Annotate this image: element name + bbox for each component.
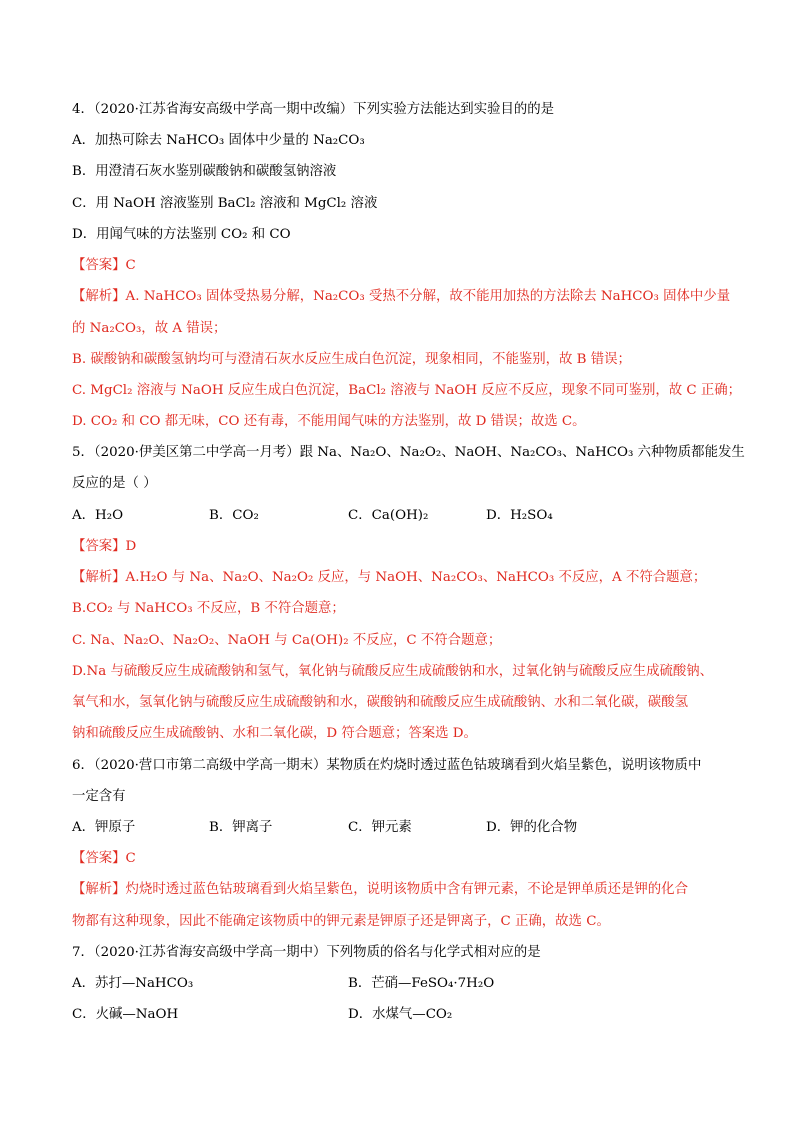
q4-answer: 【答案】C [72,258,136,273]
q4-analysis-line: D. CO₂ 和 CO 都无味，CO 还有毒，不能用闻气味的方法鉴别，故 D 错误；故选 C。 [72,414,586,429]
q7-option-b: B．芒硝—FeSO₄·7H₂O [348,976,495,991]
q5-analysis-line: 氧气和水，氢氧化钠与硫酸反应生成硫酸钠和水，碳酸钠和硫酸反应生成硫酸钠、水和二氧化碳，碳酸氢 [72,695,688,710]
q6-answer: 【答案】C [72,851,136,866]
q6-stem-line: 一定含有 [72,789,126,804]
q5-analysis-line: 钠和硫酸反应生成硫酸钠、水和二氧化碳，D 符合题意；答案选 D。 [72,726,477,741]
q7-stem: 7．（2020·江苏省海安高级中学高一期中）下列物质的俗名与化学式相对应的是 [72,945,541,960]
q4-option-b: B．用澄清石灰水鉴别碳酸钠和碳酸氢钠溶液 [72,164,337,179]
q5-stem-line: 反应的是（ ） [72,476,157,491]
q6-option-d: D．钾的化合物 [486,820,578,835]
q4-analysis-line: B. 碳酸钠和碳酸氢钠均可与澄清石灰水反应生成白色沉淀，现象相同，不能鉴别，故 B 错误； [72,352,631,367]
q5-option-d: D．H₂SO₄ [486,508,553,523]
q4-option-d: D．用闻气味的方法鉴别 CO₂ 和 CO [72,227,291,242]
q5-analysis-line: C. Na、Na₂O、Na₂O₂、NaOH 与 Ca(OH)₂ 不反应，C 不符合题意； [72,633,502,648]
q4-option-a: A．加热可除去 NaHCO₃ 固体中少量的 Na₂CO₃ [72,133,365,148]
q5-option-a: A．H₂O [72,508,124,523]
q4-stem: 4．（2020·江苏省海安高级中学高一期中改编）下列实验方法能达到实验目的的是 [72,102,555,117]
q6-analysis-line: 物都有这种现象，因此不能确定该物质中的钾元素是钾原子还是钾离子，C 正确，故选 C。 [72,914,610,929]
q6-option-b: B．钾离子 [209,820,273,835]
q5-answer: 【答案】D [72,539,137,554]
q7-option-d: D．水煤气—CO₂ [348,1007,453,1022]
q4-analysis-line: 的 Na₂CO₃，故 A 错误； [72,321,227,336]
q4-analysis-line: C. MgCl₂ 溶液与 NaOH 反应生成白色沉淀，BaCl₂ 溶液与 NaOH 反应不反应，现象不同可鉴别，故 C 正确； [72,383,742,398]
q5-option-b: B．CO₂ [209,508,259,523]
q4-analysis-line: 【解析】A. NaHCO₃ 固体受热易分解，Na₂CO₃ 受热不分解，故不能用加热的方法除去 NaHCO₃ 固体中少量 [72,289,731,304]
q6-option-c: C．钾元素 [348,820,412,835]
q5-stem-line: 5．（2020·伊美区第二中学高一月考）跟 Na、Na₂O、Na₂O₂、NaOH、Na₂CO₃、NaHCO₃ 六种物质都能发生 [72,445,745,460]
q5-analysis-line: 【解析】A.H₂O 与 Na、Na₂O、Na₂O₂ 反应，与 NaOH、Na₂CO₃、NaHCO₃ 不反应，A 不符合题意； [72,570,707,585]
q7-option-a: A．苏打—NaHCO₃ [72,976,194,991]
q7-option-c: C．火碱—NaOH [72,1007,179,1022]
q6-stem-line: 6．（2020·营口市第二高级中学高一期末）某物质在灼烧时透过蓝色钴玻璃看到火焰呈紫色，说明该物质中 [72,758,702,773]
q5-option-c: C．Ca(OH)₂ [348,508,429,523]
q5-analysis-line: B.CO₂ 与 NaHCO₃ 不反应，B 不符合题意； [72,601,345,616]
q6-option-a: A．钾原子 [72,820,136,835]
q5-analysis-line: D.Na 与硫酸反应生成硫酸钠和氢气，氧化钠与硫酸反应生成硫酸钠和水，过氧化钠与硫酸反应生成硫酸钠、 [72,664,714,679]
q6-analysis-line: 【解析】灼烧时透过蓝色钴玻璃看到火焰呈紫色，说明该物质中含有钾元素，不论是钾单质还是钾的化合 [72,882,688,897]
q4-option-c: C．用 NaOH 溶液鉴别 BaCl₂ 溶液和 MgCl₂ 溶液 [72,196,378,211]
